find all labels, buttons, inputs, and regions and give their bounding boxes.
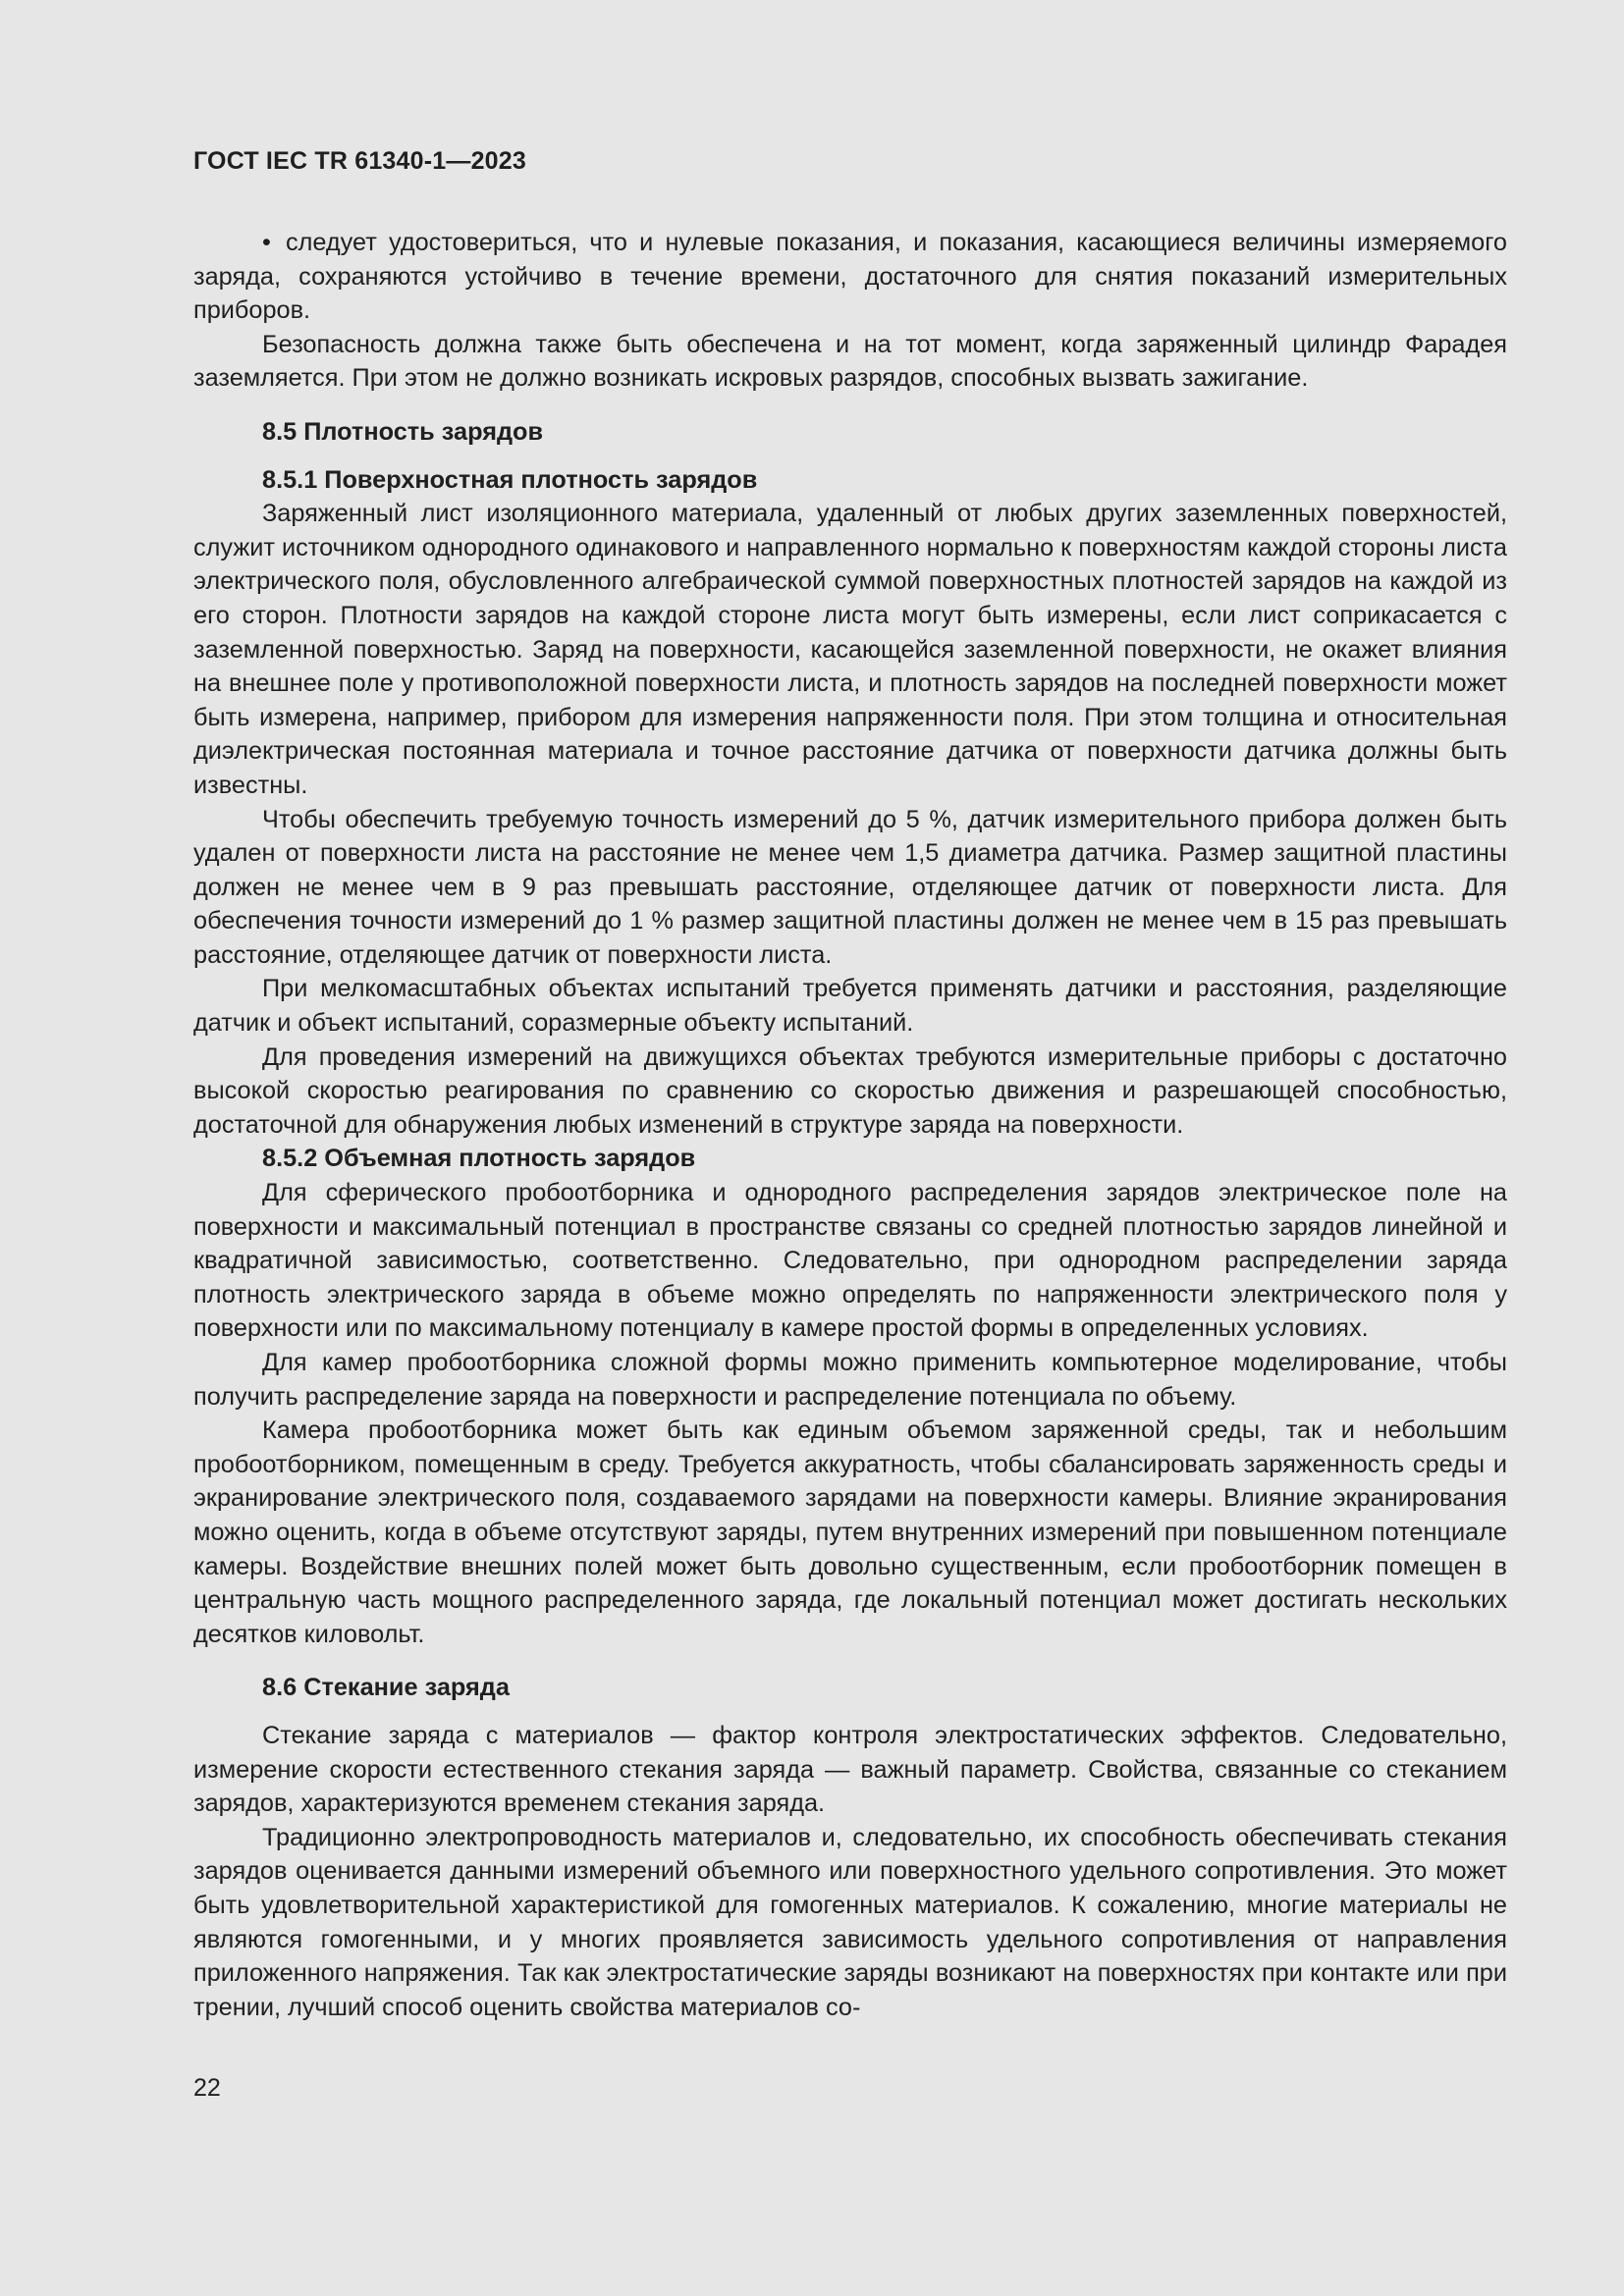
paragraph: Традиционно электропроводность материалов и, следовательно, их способность обеспечивать стекания зарядов оценивается данными измерений объемного или поверхностного удельного сопротивления. Это может быть удовлетворительной характеристикой для гомогенных материалов. К сожалению, многие материалы не являются гомогенными, и у многих проявляется зависимость удельного сопротивления от направления приложенного напряжения. Так как электростатические заряды возникают на поверхностях при контакте или при трении, лучший способ оценить свойства материалов со-: [193, 1823, 1507, 2021]
paragraph: Для сферического пробоотборника и однородного распределения зарядов электрическое поле на поверхности и максимальный потенциал в пространстве связаны со средней плотностью зарядов линейной и квадратичной зависимостью, соответственно. Следовательно, при однородном распределении заряда плотность электрического заряда в объеме можно определять по напряженности электрического поля у поверхности или по максимальному потенциалу в камере простой формы в определенных условиях.: [193, 1179, 1507, 1343]
paragraph: Камера пробоотборника может быть как единым объемом заряженной среды, так и небольшим пробоотборником, помещенным в среду. Требуется аккуратность, чтобы сбалансировать заряженность среды и экранирование электрического поля, создаваемого зарядами на поверхности камеры. Влияние экранирования можно оценить, когда в объеме отсутствуют заряды, путем внутренних измерений при повышенном потенциале камеры. Воздействие внешних полей может быть довольно существенным, если пробоотборник помещен в центральную часть мощного распределенного заряда, где локальный потенциал может достигать нескольких десятков киловольт.: [193, 1416, 1507, 1648]
paragraph: Для камер пробоотборника сложной формы можно применить компьютерное моделирование, чтобы получить распределение заряда на поверхности и распределение потенциала по объему.: [193, 1349, 1507, 1411]
page-number: 22: [193, 2074, 221, 2102]
paragraph: При мелкомасштабных объектах испытаний требуется применять датчики и расстояния, разделяющие датчик и объект испытаний, соразмерные объекту испытаний.: [193, 975, 1507, 1038]
section-heading-8-5-1: 8.5.1 Поверхностная плотность зарядов: [262, 465, 758, 494]
section-heading-8-5-2: 8.5.2 Объемная плотность зарядов: [262, 1145, 696, 1173]
paragraph: Для проведения измерений на движущихся объектах требуются измерительные приборы с достаточно высокой скоростью реагирования по сравнению со скоростью движения и разрешающей способностью, достаточной для обнаружения любых изменений в структуре заряда на поверхности.: [193, 1042, 1507, 1139]
paragraph-safety: Безопасность должна также быть обеспечена и на тот момент, когда заряженный цилиндр Фарадея заземляется. При этом не должно возникать искровых разрядов, способных вызвать зажигание.: [193, 330, 1507, 393]
paragraph: Заряженный лист изоляционного материала, удаленный от любых других заземленных поверхностей, служит источником однородного одинакового и направленного нормально к поверхностям каждой стороны листа электрического поля, обусловленного алгебраической суммой поверхностных плотностей зарядов на каждой из его сторон. Плотности зарядов на каждой стороне листа могут быть измерены, если лист соприкасается с заземленной поверхностью. Заряд на поверхности, касающейся заземленной поверхности, не окажет влияния на внешнее поле у противоположной поверхности листа, и плотность зарядов на последней поверхности может быть измерена, например, прибором для измерения напряженности поля. При этом толщина и относительная диэлектрическая постоянная материала и точное расстояние датчика от поверхности датчика должны быть известны.: [193, 500, 1507, 799]
bullet-item: [193, 226, 1507, 328]
section-heading-8-5: 8.5 Плотность зарядов: [262, 417, 544, 446]
bullet-text: следует удостовериться, что и нулевые показания, и показания, касающиеся величины измеряемого заряда, сохраняются устойчиво в течение времени, достаточного для снятия показаний измерительных приборов.: [193, 229, 1507, 325]
page-content: [193, 226, 1507, 2024]
document-header: ГОСТ IEC TR 61340-1—2023: [193, 147, 526, 175]
bullet-icon: •: [262, 229, 271, 256]
paragraph: Чтобы обеспечить требуемую точность измерений до 5 %, датчик измерительного прибора должен быть удален от поверхности листа на расстояние не менее чем 1,5 диаметра датчика. Размер защитной пластины должен не менее чем в 9 раз превышать расстояние, отделяющее датчик от поверхности листа. Для обеспечения точности измерений до 1 % размер защитной пластины должен не менее чем в 15 раз превышать расстояние, отделяющее датчик от поверхности листа.: [193, 805, 1507, 969]
paragraph: Стекание заряда с материалов — фактор контроля электростатических эффектов. Следовательно, измерение скорости естественного стекания заряда — важный параметр. Свойства, связанные со стеканием зарядов, характеризуются временем стекания заряда.: [193, 1721, 1507, 1818]
section-heading-8-6: 8.6 Стекание заряда: [262, 1674, 510, 1702]
